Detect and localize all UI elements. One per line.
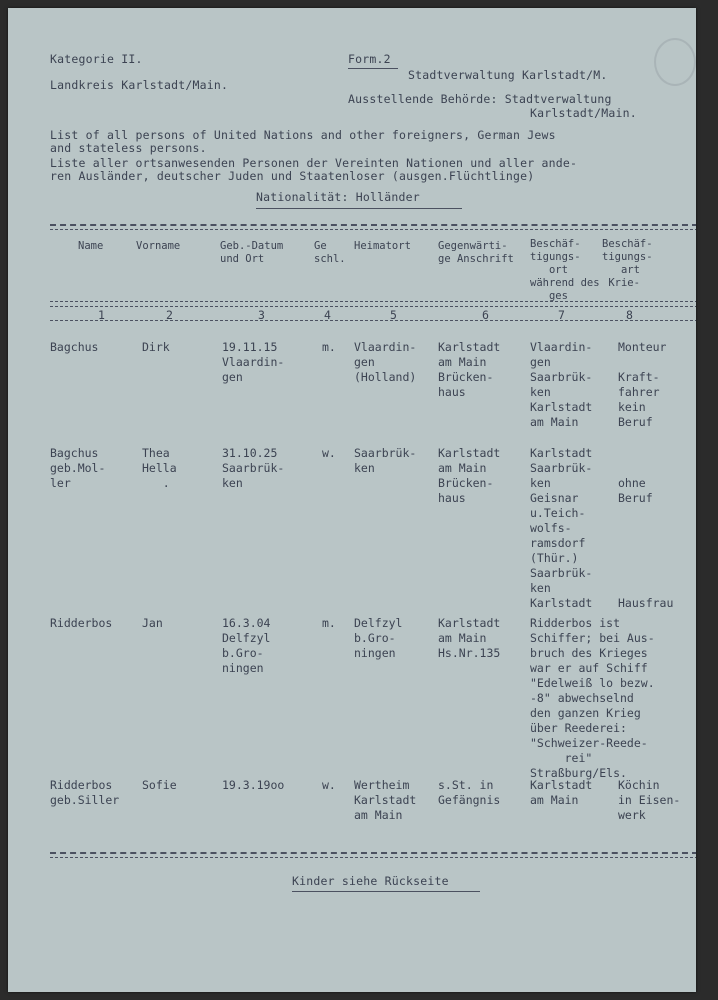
faint-stamp [654, 38, 696, 86]
row4-geb: 19.3.19oo [222, 778, 285, 792]
footer-note: Kinder siehe Rückseite [292, 874, 449, 888]
header-bottom-rule-2 [50, 306, 696, 307]
col-header-name: Name [78, 240, 104, 252]
district-label: Landkreis Karlstadt/Main. [50, 78, 229, 92]
row2-geb: 31.10.25 Saarbrük- ken [222, 446, 285, 490]
description-en-line2: and stateless persons. [50, 141, 207, 155]
row1-vorname: Dirk [142, 340, 170, 354]
row3-name: Ridderbos [50, 616, 113, 630]
category-label: Kategorie II. [50, 52, 143, 66]
col-header-geb: Geb.-Datum und Ort [220, 240, 284, 265]
nationality-heading: Nationalität: Holländer [256, 190, 420, 204]
row2-anschrift: Karlstadt am Main Brücken- haus [438, 446, 501, 505]
table-bottom-rule-2 [50, 857, 696, 858]
row1-geschl: m. [322, 340, 336, 354]
row2-art: ohne Beruf Hausfrau [618, 476, 674, 610]
issuing-authority-line2: Karlstadt/Main. [530, 106, 637, 120]
row1-heimatort: Vlaardin- gen (Holland) [354, 340, 417, 384]
row2-ort: Karlstadt Saarbrük- ken Geisnar u.Teich- wolfs- ramsdorf (Thür.) Saarbrük- ken Karlstadt [530, 446, 593, 610]
issuing-authority-line1: Ausstellende Behörde: Stadtverwaltung [348, 92, 612, 106]
col-header-anschrift: Gegenwärti- ge Anschrift [438, 240, 514, 265]
table-top-rule [50, 224, 696, 226]
nationality-underline [256, 208, 462, 209]
row1-anschrift: Karlstadt am Main Brücken- haus [438, 340, 501, 399]
col-number-3: 3 [258, 308, 265, 322]
col-number-5: 5 [390, 308, 397, 322]
footer-underline [292, 891, 480, 892]
row4-name: Ridderbos geb.Siller [50, 778, 120, 807]
description-en-line1: List of all persons of United Nations and other foreigners, German Jews [50, 128, 556, 142]
row4-art: Köchin in Eisen- werk [618, 778, 681, 822]
number-row-rule [50, 320, 696, 321]
form-underline [348, 68, 398, 69]
row1-art: Monteur Kraft- fahrer kein Beruf [618, 340, 667, 429]
administration-label: Stadtverwaltung Karlstadt/M. [408, 68, 608, 82]
row3-heimatort: Delfzyl b.Gro- ningen [354, 616, 403, 660]
row4-vorname: Sofie [142, 778, 177, 792]
col-header-vorname: Vorname [136, 240, 181, 252]
col-header-beschaeftigungsart: Beschäf- tigungs- art Krie- [602, 238, 653, 289]
row3-anschrift: Karlstadt am Main Hs.Nr.135 [438, 616, 501, 660]
description-de-line1: Liste aller ortsanwesenden Personen der Vereinten Nationen und aller ande- [50, 156, 578, 170]
form-label: Form.2 [348, 52, 391, 66]
col-number-8: 8 [626, 308, 633, 322]
col-header-beschaeftigungsort: Beschäf- tigungs- ort während des ges [530, 238, 600, 302]
row3-ort: Ridderbos ist Schiffer; bei Aus- bruch des Krieges war er auf Schiff "Edelweiß lo bezw. -8" abwechselnd den ganzen Krieg über Reederei: "Schweizer-Reede- rei" Straßburg/Els. [530, 616, 655, 780]
table-top-rule-2 [50, 229, 696, 230]
col-number-2: 2 [166, 308, 173, 322]
row4-geschl: w. [322, 778, 336, 792]
row2-geschl: w. [322, 446, 336, 460]
col-header-geschl: Ge schl. [314, 240, 346, 265]
row2-vorname: Thea Hella . [142, 446, 177, 490]
document-page [8, 8, 696, 992]
row1-name: Bagchus [50, 340, 99, 354]
col-number-7: 7 [558, 308, 565, 322]
row1-ort: Vlaardin- gen Saarbrük- ken Karlstadt am Main [530, 340, 593, 429]
row4-heimatort: Wertheim Karlstadt am Main [354, 778, 417, 822]
row4-ort: Karlstadt am Main [530, 778, 593, 807]
col-number-1: 1 [98, 308, 105, 322]
row2-heimatort: Saarbrük- ken [354, 446, 417, 475]
table-bottom-rule [50, 852, 696, 854]
col-number-4: 4 [324, 308, 331, 322]
row2-name: Bagchus geb.Mol- ler [50, 446, 106, 490]
row4-anschrift: s.St. in Gefängnis [438, 778, 501, 807]
row3-geb: 16.3.04 Delfzyl b.Gro- ningen [222, 616, 271, 675]
row1-geb: 19.11.15 Vlaardin- gen [222, 340, 285, 384]
description-de-line2: ren Ausländer, deutscher Juden und Staatenloser (ausgen.Flüchtlinge) [50, 169, 535, 183]
row3-vorname: Jan [142, 616, 163, 630]
col-number-6: 6 [482, 308, 489, 322]
row3-geschl: m. [322, 616, 336, 630]
col-header-heimatort: Heimatort [354, 240, 411, 252]
